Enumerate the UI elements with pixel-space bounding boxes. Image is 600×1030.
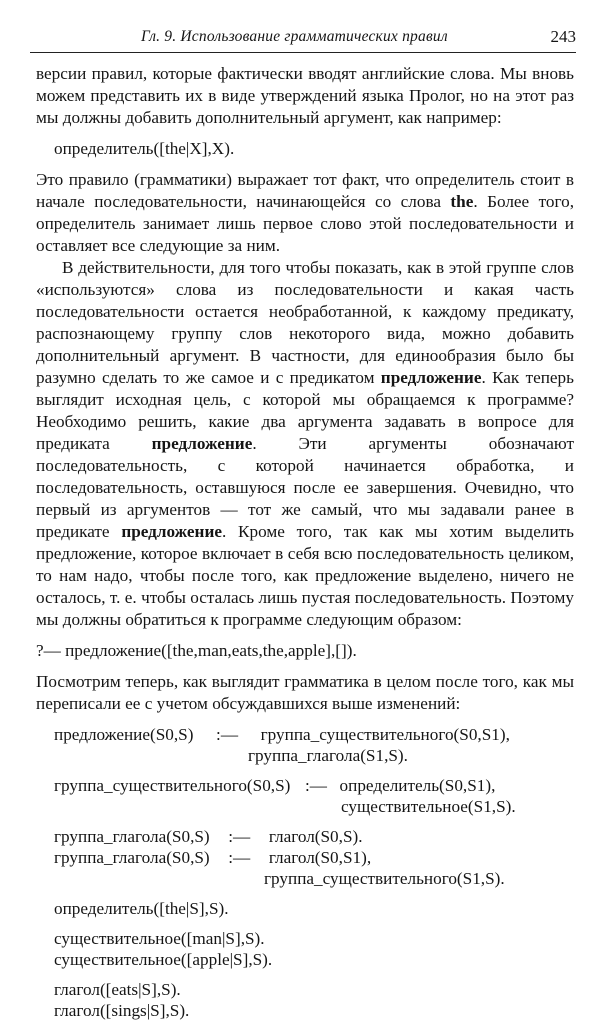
- running-header: [30, 26, 576, 53]
- rule-head: предложение(S0,S): [54, 725, 194, 744]
- paragraph-2-text: Это правило (грамматики) выражает тот факт, что определитель стоит в начале последовательности, начинающейся со слова: [36, 170, 574, 211]
- paragraph-3-text: . Эти аргументы обозначают последовательность, с которой начинается обработка, и последовательность, оставшуюся после ее завершения. Очевидно, что первый из аргументов — тот же самый, что мы задавали ранее в предикате: [36, 434, 574, 541]
- fact: существительное([apple|S],S).: [54, 950, 273, 969]
- rule-body: группа_глагола(S1,S).: [248, 746, 408, 765]
- page-number: 243: [550, 27, 576, 46]
- fact-determiner: [54, 898, 574, 919]
- fact: глагол([eats|S],S).: [54, 980, 181, 999]
- keyword-the: the: [450, 192, 474, 211]
- paragraph-2-text: . Более того, определитель занимает лишь первое слово этой последовательности и оставляет все следующие за ним.: [36, 192, 574, 255]
- paragraph-3-text: . Как теперь выглядит исходная цель, с которой мы обращаемся к программе? Необходимо решить, какие два аргумента задавать в вопросе для предиката: [36, 368, 574, 453]
- fact: существительное([man|S],S).: [54, 929, 265, 948]
- rule-head: группа_глагола(S0,S): [54, 827, 210, 846]
- rule-head: группа_глагола(S0,S): [54, 848, 210, 867]
- rule-body: глагол(S0,S).: [268, 827, 363, 846]
- rule-body: определитель(S0,S1),: [339, 776, 496, 795]
- rule-body: глагол(S0,S1),: [268, 848, 372, 867]
- rule-body: группа_существительного(S0,S1),: [260, 725, 510, 744]
- query-line: ?— предложение([the,man,eats,the,apple],[]).: [36, 641, 357, 660]
- rule-operator: :—: [304, 776, 327, 795]
- paragraph-3: [36, 257, 574, 631]
- rule-operator: :—: [216, 725, 239, 744]
- rule-operator: :—: [228, 848, 251, 867]
- fact: определитель([the|S],S).: [54, 899, 229, 918]
- code-determiner: определитель([the|X],X).: [54, 139, 235, 158]
- paragraph-4: Посмотрим теперь, как выглядит грамматика в целом после того, как мы переписали ее с учетом обсуждавшихся выше изменений:: [36, 672, 574, 713]
- rule-noun-phrase: [54, 775, 574, 817]
- keyword-sentence: предложение: [380, 368, 482, 387]
- paragraph-1: версии правил, которые фактически вводят английские слова. Мы вновь можем представить их в виде утверждений языка Пролог, но на этот раз мы должны добавить дополнительный аргумент, как например:: [36, 64, 574, 127]
- fact-verbs: [54, 979, 574, 1021]
- keyword-sentence: предложение: [151, 434, 253, 453]
- chapter-title: Гл. 9. Использование грамматических правил: [141, 28, 448, 45]
- paragraph-3-text: В действительности, для того чтобы показать, как в этой группе слов «используются» слова из последовательности и какая часть последовательности остается необработанной, к каждому предикату, распознающему группу слов некоторого вида, можно добавить дополнительный аргумент. В частности, для единообразия было бы разумно сделать то же самое и с предикатом: [36, 258, 574, 387]
- page-body: [36, 63, 574, 1030]
- rule-sentence: [54, 724, 574, 766]
- paragraph-2: [36, 169, 574, 257]
- rule-verb-phrase: [54, 826, 574, 889]
- rule-body: существительное(S1,S).: [341, 797, 516, 816]
- keyword-sentence: предложение: [121, 522, 222, 541]
- paragraph-3-text: . Кроме того, так как мы хотим выделить предложение, которое включает в себя всю последовательность целиком, то нам надо, чтобы после того, как предложение выделено, ничего не осталось, т. е. чтобы осталась лишь пустая последовательность. Поэтому мы должны обратиться к программе следующим образом:: [36, 522, 574, 629]
- rule-operator: :—: [228, 827, 251, 846]
- fact: глагол([sings|S],S).: [54, 1001, 190, 1020]
- grammar-listing: [54, 724, 574, 1021]
- rule-head: группа_существительного(S0,S): [54, 776, 291, 795]
- rule-body: группа_существительного(S1,S).: [264, 869, 505, 888]
- fact-nouns: [54, 928, 574, 970]
